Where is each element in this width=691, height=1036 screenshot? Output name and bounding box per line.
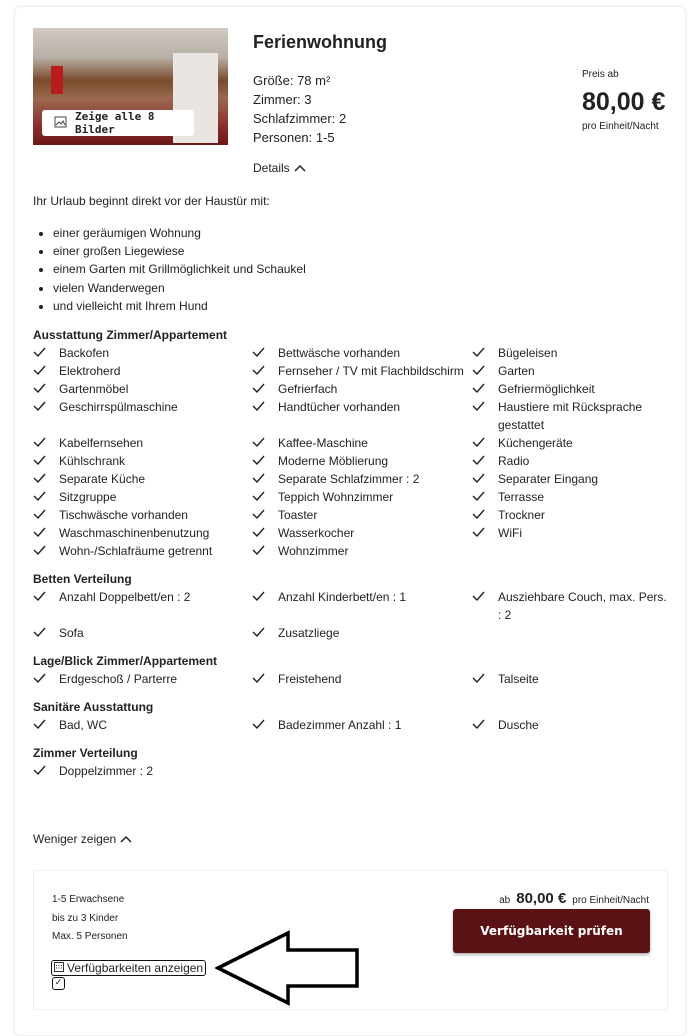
description-bullet: • einem Garten mit Grillmöglichkeit und Schaukel <box>53 260 306 278</box>
amenity-label: Backofen <box>59 346 110 360</box>
price-label: Preis ab <box>582 69 619 80</box>
amenity-item <box>33 434 252 452</box>
chevron-up-icon <box>294 161 306 175</box>
amenity-grid <box>33 762 673 780</box>
checkmark-icon <box>472 434 486 452</box>
checkmark-icon <box>252 506 266 524</box>
amenity-label: Freistehend <box>278 672 342 686</box>
checkmark-icon <box>33 398 47 434</box>
amenity-section <box>33 746 673 780</box>
amenity-item <box>472 452 672 470</box>
amenity-label: Erdgeschoß / Parterre <box>59 672 178 686</box>
amenity-label: Bügeleisen <box>498 346 558 360</box>
details-label: Details <box>253 161 290 175</box>
checkmark-icon <box>33 488 47 506</box>
amenity-item <box>33 344 252 362</box>
amenity-label: Tischwäsche vorhanden <box>59 508 188 522</box>
section-title: Betten Verteilung <box>33 572 132 586</box>
image-icon <box>54 116 67 131</box>
amenity-label: Anzahl Doppelbett/en : 2 <box>59 590 191 604</box>
spec-bedrooms: Schlafzimmer: 2 <box>253 111 347 126</box>
amenity-item <box>252 542 472 560</box>
price-amount: 80,00 € <box>582 88 666 116</box>
amenity-label: Badezimmer Anzahl : 1 <box>278 718 402 732</box>
checkmark-icon <box>33 362 47 380</box>
description-bullet: • und vielleicht mit Ihrem Hund <box>53 297 306 315</box>
amenity-label: Doppelzimmer : 2 <box>59 764 154 778</box>
amenity-label: Sitzgruppe <box>59 490 117 504</box>
amenity-item <box>472 488 672 506</box>
amenity-label: Bettwäsche vorhanden <box>278 346 401 360</box>
checkmark-icon <box>252 670 266 688</box>
amenity-label: Wohnzimmer <box>278 544 349 558</box>
amenity-section <box>33 328 673 560</box>
amenity-item <box>472 506 672 524</box>
amenity-label: Radio <box>498 454 530 468</box>
amenity-item <box>33 542 252 560</box>
amenity-label: Moderne Möblierung <box>278 454 389 468</box>
section-title: Sanitäre Ausstattung <box>33 700 154 714</box>
amenity-item <box>252 344 472 362</box>
amenity-label: Separate Küche <box>59 472 146 486</box>
amenity-item <box>472 362 672 380</box>
amenity-item <box>472 588 672 624</box>
amenity-label: Separater Eingang <box>498 472 599 486</box>
booking-price-amount: 80,00 € <box>516 890 567 907</box>
checkmark-icon <box>33 762 47 780</box>
checkmark-icon <box>252 488 266 506</box>
description-intro: Ihr Urlaub beginnt direkt vor der Haustür mit: <box>33 194 270 208</box>
spec-size: Größe: 78 m² <box>253 73 331 88</box>
checkmark-icon <box>252 470 266 488</box>
amenity-label: Wohn-/Schlafräume getrennt <box>59 544 213 558</box>
checkmark-icon <box>33 434 47 452</box>
checkmark-icon <box>33 588 47 624</box>
amenity-label: Teppich Wohnzimmer <box>278 490 394 504</box>
checkmark-icon <box>472 380 486 398</box>
checkmark-icon <box>33 524 47 542</box>
description-bullet: • einer großen Liegewiese <box>53 242 306 260</box>
amenity-item <box>33 398 252 434</box>
amenity-label: Handtücher vorhanden <box>278 400 401 414</box>
amenity-item <box>252 488 472 506</box>
checkmark-icon <box>252 452 266 470</box>
section-title: Lage/Blick Zimmer/Appartement <box>33 654 218 668</box>
unit-title: Ferienwohnung <box>253 32 387 52</box>
spec-persons: Personen: 1-5 <box>253 130 335 145</box>
amenity-label: Terrasse <box>498 490 545 504</box>
amenity-label: Kühlschrank <box>59 454 126 468</box>
price-prefix: ab <box>499 895 511 906</box>
amenity-grid <box>33 716 673 734</box>
amenity-section <box>33 572 673 642</box>
checkmark-icon <box>252 434 266 452</box>
amenity-label: Fernseher / TV mit Flachbildschirm <box>278 364 464 378</box>
amenity-label: Trockner <box>498 508 545 522</box>
checkmark-icon <box>33 542 47 560</box>
amenity-label: Küchengeräte <box>498 436 573 450</box>
amenity-label: Gefrierfach <box>278 382 338 396</box>
chevron-up-icon <box>120 832 132 846</box>
amenity-sections <box>33 328 673 780</box>
show-availability-link[interactable] <box>51 960 206 976</box>
amenity-item <box>33 588 252 624</box>
amenity-label: Zusatzliege <box>278 626 340 640</box>
checkmark-icon <box>252 716 266 734</box>
checkmark-icon <box>472 488 486 506</box>
checkmark-icon <box>252 380 266 398</box>
amenity-item <box>33 624 252 642</box>
checkmark-icon <box>252 362 266 380</box>
show-less-toggle[interactable] <box>33 832 132 846</box>
checkmark-icon <box>472 452 486 470</box>
occupancy-max: Max. 5 Personen <box>52 931 128 942</box>
amenity-item <box>33 716 252 734</box>
booking-price-unit: pro Einheit/Nacht <box>572 895 649 906</box>
amenity-item <box>252 380 472 398</box>
amenity-label: Kaffee-Maschine <box>278 436 368 450</box>
amenity-section <box>33 654 673 688</box>
amenity-label: WiFi <box>498 526 522 540</box>
checkmark-icon <box>472 716 486 734</box>
amenity-item <box>252 588 472 624</box>
amenity-item <box>252 624 472 642</box>
amenity-label: Bad, WC <box>59 718 108 732</box>
amenity-item <box>252 716 472 734</box>
amenity-item <box>472 524 672 542</box>
checkmark-icon <box>33 470 47 488</box>
occupancy-children: bis zu 3 Kinder <box>52 912 119 924</box>
amenity-section <box>33 700 673 734</box>
checkmark-icon <box>472 470 486 488</box>
details-toggle[interactable] <box>253 161 306 175</box>
amenity-label: Dusche <box>498 718 539 732</box>
description-bullet: • vielen Wanderwegen <box>53 279 306 297</box>
amenity-item <box>33 362 252 380</box>
amenity-item <box>252 398 472 434</box>
amenity-item <box>472 344 672 362</box>
checkmark-icon <box>252 344 266 362</box>
amenity-label: Garten <box>498 364 535 378</box>
occupancy-info <box>52 891 128 947</box>
checkmark-icon <box>472 344 486 362</box>
checkmark-icon <box>33 624 47 642</box>
checkmark-icon <box>33 506 47 524</box>
amenity-label: Separate Schlafzimmer : 2 <box>278 472 420 486</box>
checkmark-icon <box>472 362 486 380</box>
amenity-label: Haustiere mit Rücksprache gestattet <box>498 400 643 432</box>
checkmark-icon <box>472 506 486 524</box>
checkmark-icon <box>252 542 266 560</box>
section-title: Ausstattung Zimmer/Appartement <box>33 328 228 342</box>
amenity-grid <box>33 670 673 688</box>
price-unit: pro Einheit/Nacht <box>582 121 659 132</box>
amenity-grid <box>33 344 673 560</box>
amenity-grid <box>33 588 673 642</box>
description-bullets <box>53 224 306 315</box>
checkmark-icon <box>33 670 47 688</box>
amenity-item <box>33 524 252 542</box>
amenity-label: Gartenmöbel <box>59 382 129 396</box>
show-less-label: Weniger zeigen <box>33 832 117 846</box>
amenity-item <box>472 434 672 452</box>
amenity-label: Waschmaschinenbenutzung <box>59 526 210 540</box>
section-title: Zimmer Verteilung <box>33 746 138 760</box>
amenity-label: Kabelfernsehen <box>59 436 144 450</box>
amenity-item <box>252 670 472 688</box>
calendar-icon <box>54 961 64 975</box>
amenity-item <box>472 398 672 434</box>
amenity-item <box>472 470 672 488</box>
checkmark-icon <box>472 588 486 624</box>
amenity-item <box>33 762 252 780</box>
amenity-item <box>33 506 252 524</box>
price-box <box>582 69 665 132</box>
amenity-item <box>252 470 472 488</box>
amenity-item <box>252 452 472 470</box>
amenity-label: Elektroherd <box>59 364 121 378</box>
checkmark-icon <box>252 524 266 542</box>
checkmark-icon <box>252 398 266 434</box>
amenity-label: Anzahl Kinderbett/en : 1 <box>278 590 407 604</box>
checkmark-icon <box>33 716 47 734</box>
checkmark-icon <box>252 588 266 624</box>
amenity-item <box>33 452 252 470</box>
amenity-item <box>252 506 472 524</box>
amenity-item <box>33 488 252 506</box>
description-bullet: • einer geräumigen Wohnung <box>53 224 306 242</box>
checkmark-icon <box>472 524 486 542</box>
checkmark-icon <box>472 398 486 434</box>
amenity-label: Ausziehbare Couch, max. Pers. : 2 <box>498 590 667 622</box>
amenity-label: Toaster <box>278 508 318 522</box>
booking-price <box>499 890 649 907</box>
amenity-item <box>472 716 672 734</box>
spec-rooms: Zimmer: 3 <box>253 92 312 107</box>
amenity-item <box>472 670 672 688</box>
check-availability-button[interactable]: Verfügbarkeit prüfen <box>453 909 650 953</box>
amenity-item <box>252 362 472 380</box>
amenity-label: Sofa <box>59 626 84 640</box>
checkmark-icon <box>33 344 47 362</box>
amenity-item <box>252 434 472 452</box>
amenity-label: Talseite <box>498 672 539 686</box>
amenity-item <box>33 670 252 688</box>
show-availability-label: Verfügbarkeiten anzeigen <box>67 961 204 975</box>
show-all-images-button[interactable] <box>42 110 194 136</box>
arrow-annotation <box>215 930 360 1006</box>
show-all-images-label: Zeige alle 8 Bilder <box>75 110 155 136</box>
checkmark-icon <box>472 670 486 688</box>
amenity-label: Gefriermöglichkeit <box>498 382 595 396</box>
checkmark-icon <box>252 624 266 642</box>
amenity-label: Geschirrspülmaschine <box>59 400 178 414</box>
amenity-item <box>33 380 252 398</box>
checkmark-icon <box>33 452 47 470</box>
amenity-item <box>252 524 472 542</box>
checkmark-icon <box>33 380 47 398</box>
amenity-item <box>472 380 672 398</box>
amenity-label: Wasserkocher <box>278 526 355 540</box>
unit-specs <box>253 71 346 147</box>
amenity-item <box>33 470 252 488</box>
checkbox[interactable]: ✓ <box>52 977 65 990</box>
occupancy-adults: 1-5 Erwachsene <box>52 894 125 905</box>
